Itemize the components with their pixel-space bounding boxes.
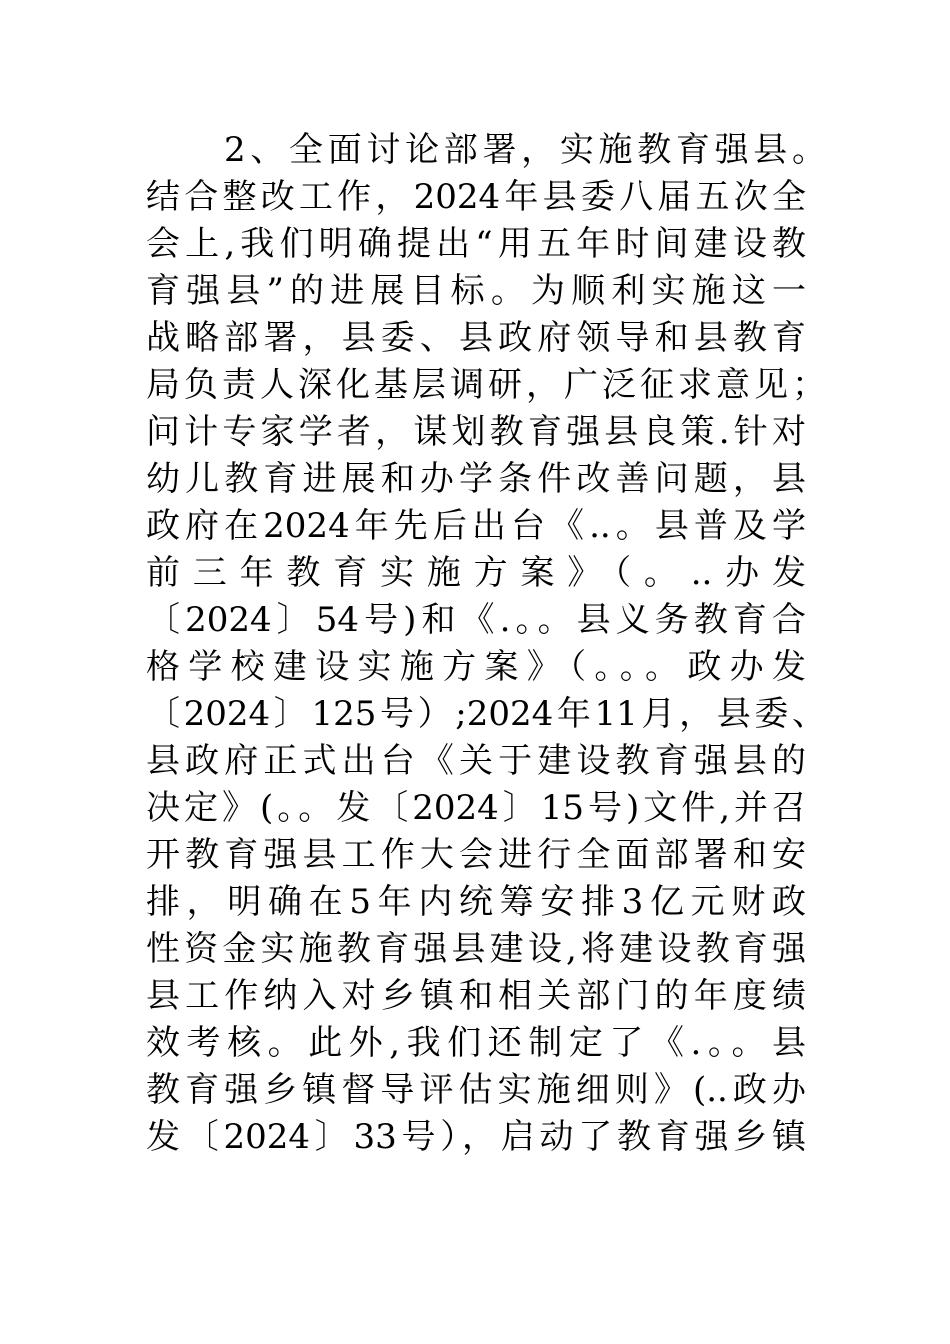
- text-line: 性资金实施教育强县建设,将建设教育强: [146, 929, 806, 969]
- text-line: 〔2024〕54号)和《.。。县义务教育合: [146, 600, 806, 640]
- text-line: 开教育强县工作大会进行全面部署和安: [146, 835, 806, 875]
- text-line: 县工作纳入对乡镇和相关部门的年度绩: [146, 976, 806, 1016]
- text-line: 战略部署，县委、县政府领导和县教育: [146, 318, 806, 358]
- text-line: 育强县”的进展目标。为顺利实施这一: [146, 271, 806, 311]
- text-line: 效考核。此外,我们还制定了《.。。县: [146, 1023, 806, 1063]
- body-paragraph: [146, 127, 826, 1161]
- text-line: 会上,我们明确提出“用五年时间建设教: [146, 224, 806, 264]
- text-line: 教育强乡镇督导评估实施细则》(..政办: [146, 1070, 806, 1110]
- text-line: 排，明确在5年内统筹安排3亿元财政: [146, 882, 806, 922]
- text-line: 结合整改工作，2024年县委八届五次全: [146, 177, 806, 217]
- text-line: 幼儿教育进展和办学条件改善问题，县: [146, 459, 806, 499]
- text-line: 发〔2024〕33号），启动了教育强乡镇: [146, 1117, 806, 1157]
- text-line: 2、全面讨论部署，实施教育强县。: [224, 130, 826, 170]
- text-line: 前三年教育实施方案》（。..办发: [146, 553, 806, 593]
- text-line: 格学校建设实施方案》（。。。政办发: [146, 647, 806, 687]
- text-line: 决定》(。。发〔2024〕15号)文件,并召: [146, 788, 806, 828]
- text-line: 局负责人深化基层调研，广泛征求意见；: [146, 365, 826, 405]
- text-line: 政府在2024年先后出台《..。县普及学: [146, 506, 806, 546]
- text-line: 问计专家学者，谋划教育强县良策.针对: [146, 412, 806, 452]
- text-line: 县政府正式出台《关于建设教育强县的: [146, 741, 806, 781]
- text-line: 〔2024〕125号）;2024年11月，县委、: [146, 694, 826, 734]
